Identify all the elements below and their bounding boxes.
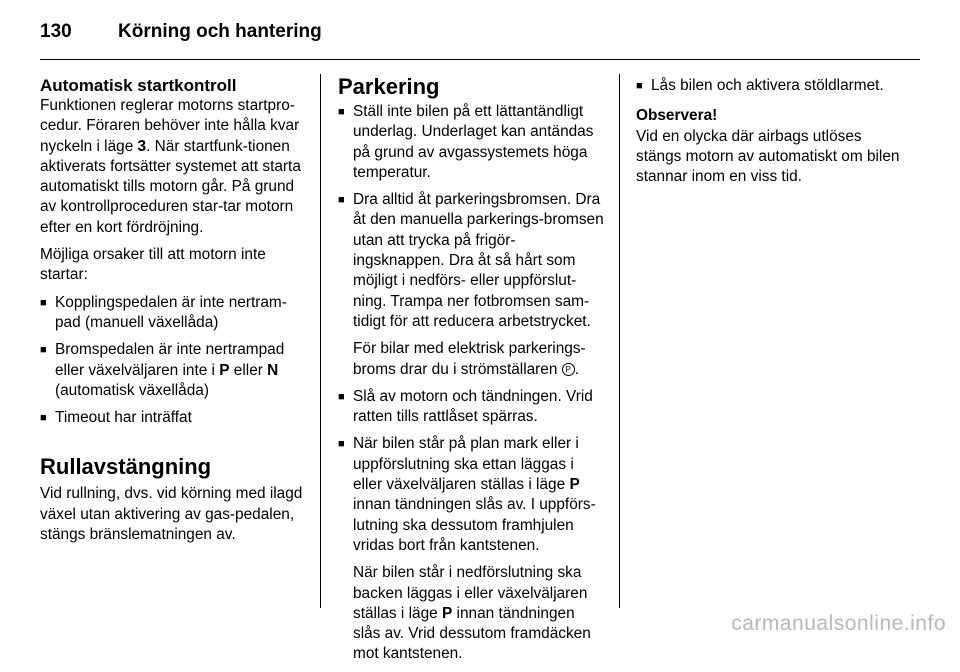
sub-paragraph xyxy=(353,563,606,664)
text: Funktionen reglerar motorns startpro-cedur. Föraren behöver inte hålla kvar nyckeln i läge xyxy=(40,97,300,155)
text: innan tändningen slås av. Vrid dessutom framdäcken mot kantstenen. xyxy=(353,604,591,663)
note-text: Vid en olycka där airbags utlöses stängs motorn av automatiskt om bilen stannar inom en viss tid. xyxy=(636,127,900,186)
list-item: ■ Ställ inte bilen på ett lättantändligt underlag. Underlaget kan antändas på grund av avgassystemets höga temperatur. xyxy=(338,102,606,183)
gear-n: N xyxy=(267,361,279,379)
gear-p: P xyxy=(569,476,580,494)
text: . xyxy=(574,360,579,378)
bullet-list xyxy=(636,76,910,96)
note-title: Observera! xyxy=(636,107,718,125)
paragraph: Möjliga orsaker till att motorn inte startar: xyxy=(40,246,266,284)
page-header xyxy=(40,16,322,48)
gear-p: P xyxy=(441,604,453,622)
column-divider xyxy=(320,74,321,608)
text: När bilen står i nedförslutning ska backen läggas i eller växelväljaren ställas i läge xyxy=(353,564,588,622)
key-position: 3 xyxy=(137,137,147,155)
list-item xyxy=(40,340,310,401)
header-rule xyxy=(40,59,920,60)
chapter-title: Körning och hantering xyxy=(118,21,322,42)
text: När bilen står på plan mark eller i uppförslutning ska ettan läggas i eller växelväljaren ställas i läge xyxy=(353,435,579,494)
sub-paragraph xyxy=(353,339,606,380)
list-item: ■ Lås bilen och aktivera stöldlarmet. xyxy=(636,76,910,96)
list-item: ■ Timeout har inträffat xyxy=(40,408,310,428)
column-1 xyxy=(40,76,310,552)
text: (automatisk växellåda) xyxy=(55,381,209,399)
text: Dra alltid åt parkeringsbromsen. Dra åt den manuella parkerings-bromsen utan att trycka på frigör-ingsknappen. Dra åt så hårt som möjligt i nedförs- eller uppförslut-ning. Trampa ner fotbromsen sam-tidigt för att reducera arbetstrycket. xyxy=(353,191,604,330)
gear-p: P xyxy=(219,361,230,379)
text: innan tändningen slås av. I uppförs-lutning ska dessutom framhjulen vridas bort från kantstenen. xyxy=(353,496,596,554)
text: För bilar med elektrisk parkerings-broms drar du i strömställaren xyxy=(353,340,586,378)
section-title-startkontroll: Automatisk startkontroll xyxy=(40,76,237,95)
column-divider xyxy=(619,74,620,608)
parking-brake-switch-icon: P xyxy=(562,363,575,376)
list-item: ■ Slå av motorn och tändningen. Vrid ratten tills rattlåset spärras. xyxy=(338,387,606,428)
list-item xyxy=(338,434,606,664)
watermark: carmanualsonline.info xyxy=(731,612,946,635)
text: eller xyxy=(229,361,268,379)
bullet-list xyxy=(338,102,606,665)
page-number: 130 xyxy=(40,21,72,42)
text: Bromspedalen är inte nertrampad eller växelväljaren inte i xyxy=(55,341,285,379)
section-title-parkering: Parkering xyxy=(338,74,440,99)
list-item xyxy=(338,190,606,380)
bullet-list xyxy=(40,293,310,429)
paragraph xyxy=(40,96,310,238)
section-title-rullavstangning: Rullavstängning xyxy=(40,454,212,480)
paragraph: Vid rullning, dvs. vid körning med ilagd växel utan aktivering av gas-pedalen, stängs bränslematningen av. xyxy=(40,485,303,544)
column-2 xyxy=(338,76,606,672)
text: . När startfunk-tionen aktiverats fortsätter systemet att starta automatiskt tills motorn går. På grund av kontrollproceduren star-tar motorn efter en kort fördröjning. xyxy=(40,137,301,236)
column-3 xyxy=(636,76,910,187)
list-item: ■ Kopplingspedalen är inte nertram-pad (manuell växellåda) xyxy=(40,293,310,334)
